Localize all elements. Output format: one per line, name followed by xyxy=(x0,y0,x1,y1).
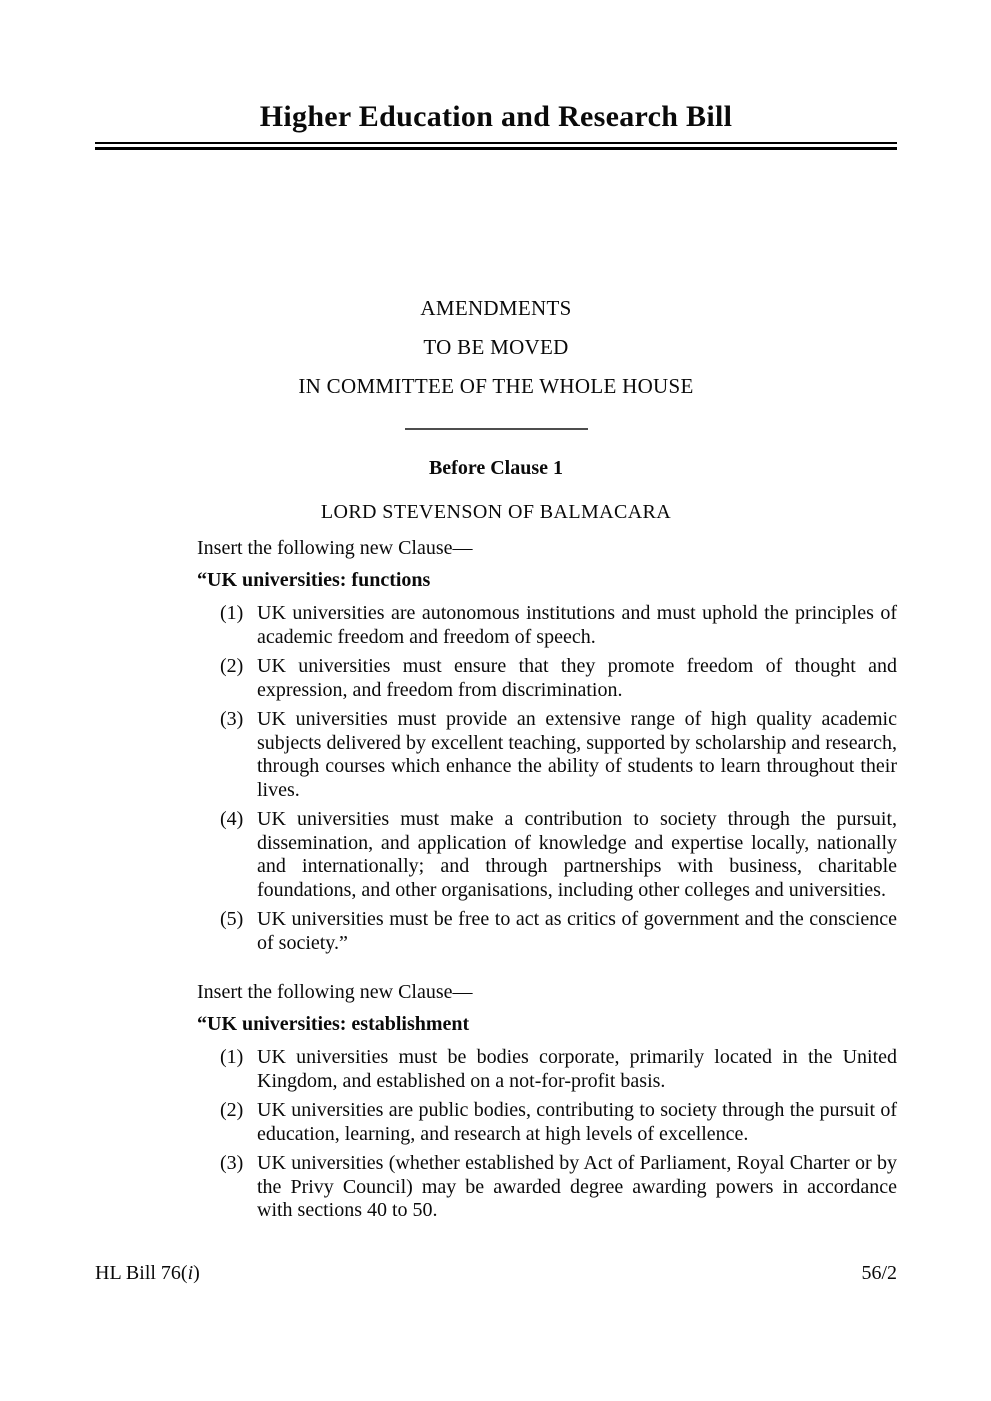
subsection-text: UK universities must ensure that they promote freedom of thought and expression, and freedom from discrimination. xyxy=(257,655,897,701)
subsection-1 xyxy=(220,602,897,649)
title-rule xyxy=(95,142,897,150)
bill-number-suffix: ) xyxy=(193,1262,200,1284)
subsection-5 xyxy=(220,908,897,955)
subsection-text: UK universities (whether established by Act of Parliament, Royal Charter or by the Privy Council) may be awarded degree awarding powers in accordance with sections 40 to 50. xyxy=(257,1152,897,1222)
ceremonial-line-amendments: AMENDMENTS xyxy=(420,296,572,320)
subsection-number: (5) xyxy=(220,908,244,931)
bill-number-prefix: HL Bill 76( xyxy=(95,1262,188,1284)
subsection-3 xyxy=(220,708,897,802)
ceremonial-line-committee: IN COMMITTEE OF THE WHOLE HOUSE xyxy=(298,374,694,399)
subsection-4 xyxy=(220,808,897,902)
mover-name: LORD STEVENSON OF BALMACARA xyxy=(320,501,672,524)
footer xyxy=(95,1262,897,1285)
subsection-number: (1) xyxy=(220,1046,244,1069)
amendment-instruction: Insert the following new Clause— xyxy=(197,981,473,1004)
subsection-number: (3) xyxy=(220,1152,244,1175)
amendment-instruction: Insert the following new Clause— xyxy=(197,537,473,560)
page-content xyxy=(95,0,897,1229)
subsection-number: (1) xyxy=(220,602,244,625)
bill-number xyxy=(95,1262,200,1285)
subsection-text: UK universities must be bodies corporate, primarily located in the United Kingdom, and established on a not-for-profit basis. xyxy=(257,1046,897,1092)
subsection-text: UK universities are autonomous institutions and must uphold the principles of academic freedom and freedom of speech. xyxy=(257,602,897,648)
subsection-text: UK universities must be free to act as critics of government and the conscience of society.” xyxy=(257,908,897,954)
amendment-block-1 xyxy=(197,537,897,955)
subsection-text: UK universities are public bodies, contributing to society through the pursuit of education, learning, and research at high levels of excellence. xyxy=(257,1099,897,1145)
subsection-1 xyxy=(220,1046,897,1093)
separator-rule xyxy=(405,428,588,430)
clause-subsections xyxy=(197,1046,897,1223)
page-reference: 56/2 xyxy=(861,1262,897,1284)
clause-title-establishment: “UK universities: establishment xyxy=(197,1012,470,1035)
subsection-number: (4) xyxy=(220,808,244,831)
subsection-2 xyxy=(220,655,897,702)
amendment-block-2 xyxy=(197,981,897,1223)
ceremonial-line-to-be-moved: TO BE MOVED xyxy=(423,335,569,360)
subsection-number: (2) xyxy=(220,1099,244,1122)
subsection-text: UK universities must make a contribution to society through the pursuit, dissemination, and application of knowledge and expertise locally, nationally and internationally; and through partnerships with business, charitable foundations, and other organisations, including other colleges and universities. xyxy=(257,808,897,901)
document-title: Higher Education and Research Bill xyxy=(259,100,733,133)
subsection-number: (2) xyxy=(220,655,244,678)
bill-number-italic: i xyxy=(187,1262,194,1284)
subsection-2 xyxy=(220,1099,897,1146)
subsection-number: (3) xyxy=(220,708,244,731)
clause-title-functions: “UK universities: functions xyxy=(197,568,431,591)
subsection-text: UK universities must provide an extensive range of high quality academic subjects delivered by excellent teaching, supported by scholarship and research, through courses which enhance the ability of students to learn throughout their lives. xyxy=(257,708,897,801)
clause-subsections xyxy=(197,602,897,955)
section-heading: Before Clause 1 xyxy=(428,457,564,480)
subsection-3 xyxy=(220,1152,897,1223)
